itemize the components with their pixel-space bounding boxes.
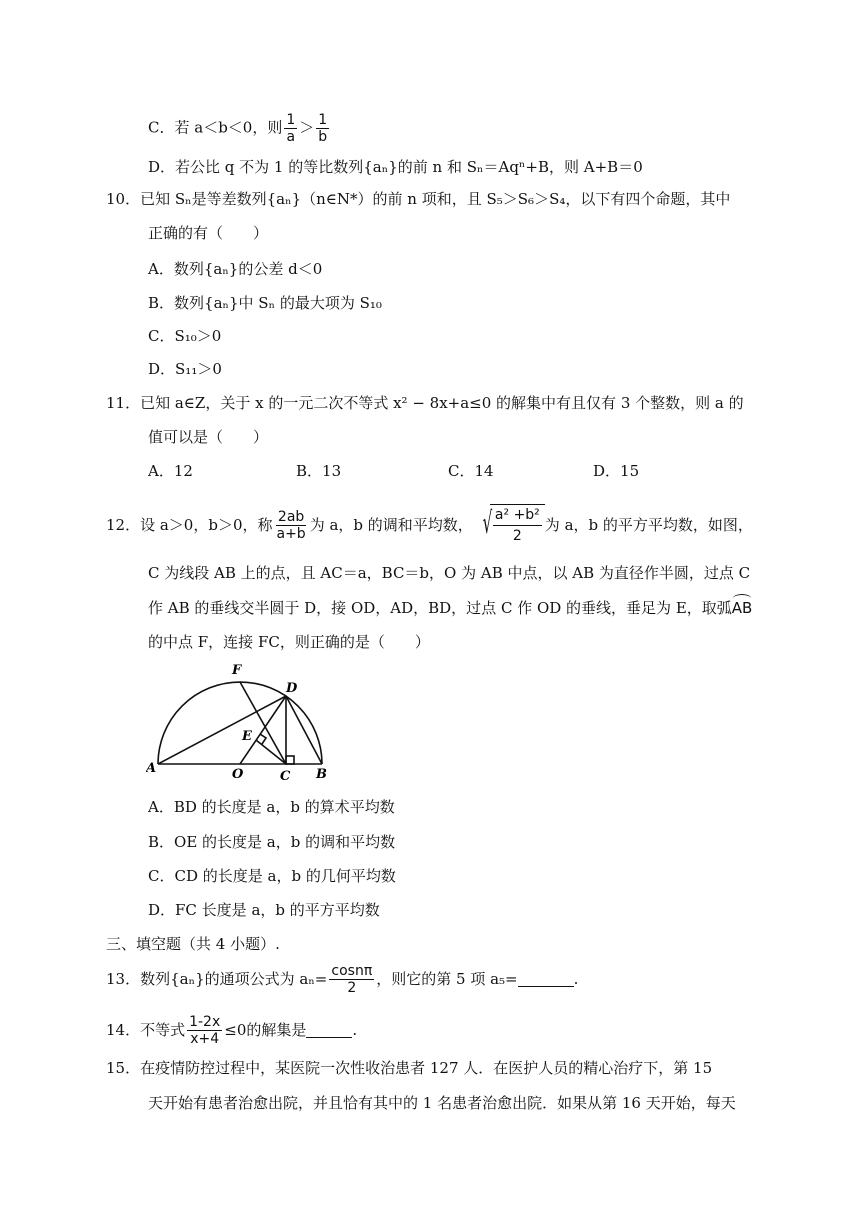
fraction-1-over-a [284,112,297,145]
frac-num: a² +b² [493,505,542,526]
label-a: A [146,761,157,776]
root-mean-square-expression [473,504,545,546]
q12-option-a: A．BD 的长度是 a，b 的算术平均数 [148,798,395,816]
frac-num: 1-2x [189,1013,221,1030]
label-b: B [316,767,327,782]
frac-num: 1 [318,112,328,128]
q10-option-b: B．数列{aₙ}中 Sₙ 的最大项为 S₁₀ [148,294,382,312]
label-o: O [232,767,244,782]
q10-option-c: C．S₁₀＞0 [148,327,222,345]
q9-option-c-text: C．若 a＜b＜0，则 [148,118,283,137]
q13-text-c: . [573,970,579,988]
q13-fraction [329,963,374,996]
q14-text-c: . [352,1021,358,1039]
q13-line [106,962,578,996]
q14-fraction [187,1014,222,1047]
segment-fc [240,682,286,764]
q14-text-a: 14．不等式 [106,1021,186,1039]
q11-option-a: A．12 [148,462,193,480]
frac-den: a+b [276,525,306,542]
greater-sign: ＞ [299,118,315,137]
q12-stem-line1 [106,508,753,542]
label-d: D [286,681,298,696]
q13-answer-blank[interactable] [518,972,574,987]
q9-option-c [148,112,331,145]
q12-option-b: B．OE 的长度是 a，b 的调和平均数 [148,833,396,851]
label-f: F [232,663,242,678]
q11-option-b: B．13 [296,462,342,480]
q14-answer-blank[interactable] [306,1023,352,1038]
q11-stem-line2: 值可以是（ ） [148,428,269,446]
q13-text-a: 13．数列{aₙ}的通项公式为 aₙ= [106,970,328,988]
q12-stem-c: 为 a，b 的平方平均数，如图， [544,516,753,534]
frac-num: 1 [286,112,296,128]
q10-option-a: A．数列{aₙ}的公差 d＜0 [148,260,323,278]
fraction-1-over-b [316,112,329,145]
frac-num: 2ab [277,508,305,525]
q15-line2: 天开始有患者治愈出院，并且恰有其中的 1 名患者治愈出院．如果从第 16 天开始，每天 [148,1094,736,1112]
frac-den: a [286,129,296,145]
harmonic-mean-fraction [275,509,308,542]
right-angle-mark-c [286,756,294,764]
q12-stem-line3 [148,598,752,618]
q11-stem-line1: 11．已知 a∈Z，关于 x 的一元二次不等式 x² − 8x+a≤0 的解集中有且仅有 3 个整数，则 a 的 [106,394,744,412]
radical-sign: √ [482,506,492,541]
segment-ce [256,740,286,764]
q12-stem-line4: 的中点 F，连接 FC，则正确的是（ ） [148,633,430,651]
segment-bd [286,696,322,764]
label-e: E [242,729,252,744]
q12-line3-text: 作 AB 的垂线交半圆于 D，接 OD，AD，BD，过点 C 作 OD 的垂线，垂足为 E，取弧 [148,599,732,617]
q10-stem-line1: 10．已知 Sₙ是等差数列{aₙ}（n∈N*）的前 n 项和，且 S₅＞S₆＞S₄，以下有四个命题，其中 [106,190,731,208]
frac-num: cosnπ [331,962,373,979]
q15-line1: 15．在疫情防控过程中，某医院一次性收治患者 127 人．在医护人员的精心治疗下，第 15 [106,1059,713,1077]
section-3-heading: 三、填空题（共 4 小题）. [106,935,280,953]
q11-option-d: D．15 [593,462,640,480]
q12-stem-b: 为 a，b 的调和平均数， [309,516,473,534]
q14-line [106,1013,357,1047]
q9-option-d: D．若公比 q 不为 1 的等比数列{aₙ}的前 n 和 Sₙ＝Aqⁿ+B，则 A+B＝0 [148,158,643,176]
q10-option-d: D．S₁₁＞0 [148,360,222,378]
frac-den: b [318,129,328,145]
radicand [490,504,545,546]
arc-ab-label: AB [731,599,753,617]
q13-text-b: ，则它的第 5 项 a₅= [376,970,518,988]
q12-stem-a: 12．设 a＞0，b＞0，称 [106,516,273,534]
frac-den: 2 [347,979,357,996]
frac-den: x+4 [190,1030,220,1047]
semicircle-geometry-figure [146,656,336,784]
q10-stem-line2: 正确的有（ ） [148,224,269,242]
q14-text-b: ≤0的解集是 [224,1021,307,1039]
label-c: C [280,769,291,784]
right-angle-mark-e [260,734,266,744]
q12-option-d: D．FC 长度是 a，b 的平方平均数 [148,901,380,919]
q12-option-c: C．CD 的长度是 a，b 的几何平均数 [148,867,396,885]
q12-stem-line2: C 为线段 AB 上的点，且 AC＝a，BC＝b，O 为 AB 中点，以 AB 为直径作半圆，过点 C [148,564,751,582]
q11-option-c: C．14 [448,462,494,480]
frac-den: 2 [512,528,522,544]
